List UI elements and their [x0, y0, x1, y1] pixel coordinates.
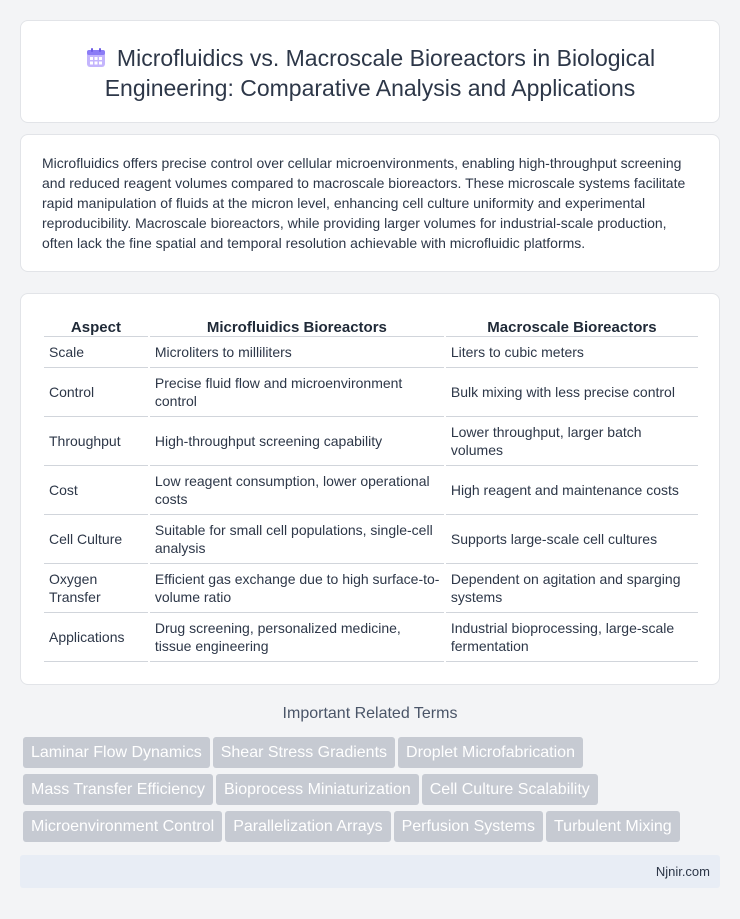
related-terms-list — [23, 737, 723, 848]
macroscale-cell: Supports large-scale cell cultures — [446, 515, 698, 564]
table-row — [44, 564, 698, 613]
tag-turbulent-mixing[interactable]: Turbulent Mixing — [546, 811, 680, 842]
microfluidics-cell: Low reagent consumption, lower operational costs — [150, 466, 444, 515]
tag-bioprocess-miniaturization[interactable]: Bioprocess Miniaturization — [216, 774, 419, 805]
header-microfluidics: Microfluidics Bioreactors — [150, 315, 444, 337]
macroscale-cell: High reagent and maintenance costs — [446, 466, 698, 515]
footer-site-link[interactable]: Njnir.com — [655, 864, 710, 879]
aspect-cell: Oxygen Transfer — [44, 564, 148, 613]
aspect-cell: Applications — [44, 613, 148, 662]
tag-cell-culture-scalability[interactable]: Cell Culture Scalability — [422, 774, 598, 805]
aspect-cell: Cell Culture — [44, 515, 148, 564]
page-title — [41, 43, 699, 103]
tag-row — [23, 811, 723, 848]
table-row — [44, 337, 698, 368]
aspect-cell: Scale — [44, 337, 148, 368]
header-aspect: Aspect — [44, 315, 148, 337]
tag-perfusion-systems[interactable]: Perfusion Systems — [394, 811, 543, 842]
comparison-table — [42, 315, 700, 662]
comparison-table-card — [20, 293, 720, 685]
title-card — [20, 20, 720, 123]
microfluidics-cell: Precise fluid flow and microenvironment control — [150, 368, 444, 417]
microfluidics-cell: High-throughput screening capability — [150, 417, 444, 466]
calendar-icon — [85, 47, 107, 69]
aspect-cell: Cost — [44, 466, 148, 515]
macroscale-cell: Dependent on agitation and sparging systems — [446, 564, 698, 613]
tag-row — [23, 737, 723, 774]
microfluidics-cell: Microliters to milliliters — [150, 337, 444, 368]
macroscale-cell: Liters to cubic meters — [446, 337, 698, 368]
macroscale-cell: Industrial bioprocessing, large-scale fermentation — [446, 613, 698, 662]
footer — [20, 855, 720, 888]
tag-laminar-flow-dynamics[interactable]: Laminar Flow Dynamics — [23, 737, 210, 768]
tag-row — [23, 774, 723, 811]
aspect-cell: Throughput — [44, 417, 148, 466]
header-macroscale: Macroscale Bioreactors — [446, 315, 698, 337]
table-row — [44, 368, 698, 417]
tag-microenvironment-control[interactable]: Microenvironment Control — [23, 811, 222, 842]
macroscale-cell: Bulk mixing with less precise control — [446, 368, 698, 417]
table-row — [44, 466, 698, 515]
microfluidics-cell: Efficient gas exchange due to high surface-to-volume ratio — [150, 564, 444, 613]
table-row — [44, 613, 698, 662]
microfluidics-cell: Suitable for small cell populations, single-cell analysis — [150, 515, 444, 564]
aspect-cell: Control — [44, 368, 148, 417]
macroscale-cell: Lower throughput, larger batch volumes — [446, 417, 698, 466]
tag-droplet-microfabrication[interactable]: Droplet Microfabrication — [398, 737, 583, 768]
tag-shear-stress-gradients[interactable]: Shear Stress Gradients — [213, 737, 395, 768]
table-row — [44, 417, 698, 466]
intro-card — [20, 134, 720, 272]
related-terms-heading: Important Related Terms — [282, 705, 458, 722]
page-title-text: Microfluidics vs. Macroscale Bioreactors in Biological Engineering: Comparative Analysis and Applications — [104, 45, 656, 101]
tag-mass-transfer-efficiency[interactable]: Mass Transfer Efficiency — [23, 774, 213, 805]
intro-paragraph: Microfluidics offers precise control over cellular microenvironments, enabling high-throughput screening and reduced reagent volumes compared to macroscale bioreactors. These microscale systems facilitate rapid manipulation of fluids at the micron level, enhancing cell culture uniformity and experimental reproducibility. Macroscale bioreactors, while providing larger volumes for industrial-scale production, often lack the fine spatial and temporal resolution achievable with microfluidic platforms. — [42, 155, 686, 251]
table-header-row — [44, 315, 698, 337]
tag-parallelization-arrays[interactable]: Parallelization Arrays — [225, 811, 390, 842]
microfluidics-cell: Drug screening, personalized medicine, tissue engineering — [150, 613, 444, 662]
table-row — [44, 515, 698, 564]
